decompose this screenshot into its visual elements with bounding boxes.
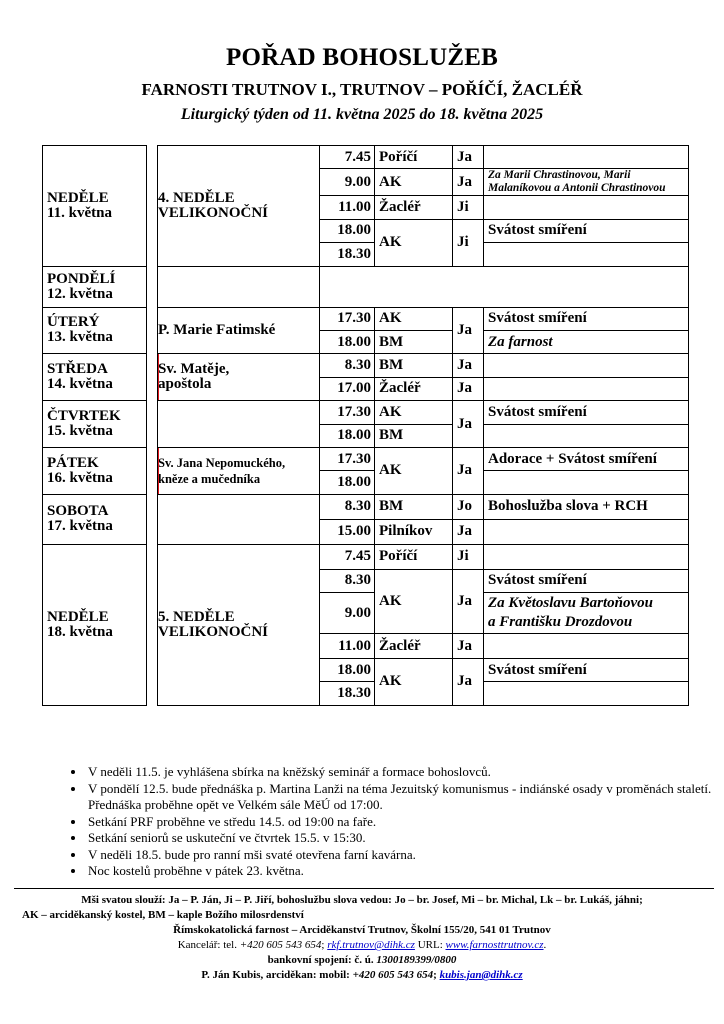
time-cell: 18.00	[320, 659, 375, 682]
note-cell: Za Marii Chrastinovou, Marii Malaníkovou a Antonii Chrastinovou	[484, 169, 689, 196]
celebrant-cell: Ja	[453, 447, 484, 494]
celebrant-cell: Ji	[453, 544, 484, 569]
empty-cell	[320, 266, 689, 307]
priest-phone: +420 605 543 654	[352, 969, 434, 981]
schedule-table	[42, 145, 689, 706]
table-row	[43, 447, 689, 470]
celebrant-cell: Ja	[453, 401, 484, 448]
time-cell: 8.30	[320, 494, 375, 519]
time-cell: 7.45	[320, 146, 375, 169]
time-cell: 9.00	[320, 169, 375, 196]
footer-bank: bankovní spojení: č. ú. 1300189399/0800	[267, 954, 457, 966]
note-cell	[484, 196, 689, 219]
day-cell: ÚTERÝ 13. května	[43, 307, 147, 354]
red-feast-marker	[158, 447, 160, 494]
note-cell: Svátost smíření	[484, 307, 689, 330]
place-cell: AK	[375, 659, 453, 706]
day-cell: ČTVRTEK 15. května	[43, 401, 147, 448]
time-cell: 9.00	[320, 593, 375, 634]
page-title: POŘAD BOHOSLUŽEB	[226, 44, 498, 71]
feast-cell: 4. NEDĚLE VELIKONOČNÍ	[158, 146, 320, 267]
note-cell	[484, 682, 689, 705]
place-cell: BM	[375, 494, 453, 519]
note-cell	[484, 377, 689, 400]
time-cell: 17.30	[320, 307, 375, 330]
time-cell: 18.00	[320, 424, 375, 447]
feast-cell	[158, 401, 320, 448]
note-cell	[484, 146, 689, 169]
note-cell	[484, 471, 689, 494]
liturgical-week: Liturgický týden od 11. května 2025 do 18. května 2025	[180, 106, 544, 123]
feast-cell: P. Marie Fatimské	[158, 307, 320, 354]
day-cell: NEDĚLE 18. května	[43, 544, 147, 705]
note-cell: Adorace + Svátost smíření	[484, 447, 689, 470]
celebrant-cell: Ja	[453, 307, 484, 354]
time-cell: 7.45	[320, 544, 375, 569]
celebrant-cell: Ja	[453, 519, 484, 544]
note-cell	[484, 544, 689, 569]
red-feast-marker	[158, 354, 160, 401]
time-cell: 18.00	[320, 330, 375, 353]
table-row	[43, 307, 689, 330]
time-cell: 18.00	[320, 471, 375, 494]
place-cell: Pilníkov	[375, 519, 453, 544]
table-row	[43, 401, 689, 424]
place-cell: Poříčí	[375, 146, 453, 169]
website-link[interactable]: www.farnosttrutnov.cz	[445, 939, 544, 951]
announcements-list	[42, 764, 724, 880]
table-row	[43, 494, 689, 519]
note-cell: Svátost smíření	[484, 219, 689, 242]
note-cell	[484, 634, 689, 659]
day-cell: SOBOTA 17. května	[43, 494, 147, 544]
celebrant-cell: Jo	[453, 494, 484, 519]
time-cell: 11.00	[320, 196, 375, 219]
time-cell: 18.00	[320, 219, 375, 242]
place-cell: Poříčí	[375, 544, 453, 569]
office-email-link[interactable]: rkf.trutnov@dihk.cz	[327, 939, 415, 951]
time-cell: 17.30	[320, 401, 375, 424]
celebrant-cell: Ja	[453, 146, 484, 169]
priest-email-link[interactable]: kubis.jan@dihk.cz	[439, 969, 523, 981]
place-cell: AK	[375, 569, 453, 633]
office-phone: +420 605 543 654	[239, 939, 322, 951]
day-cell: PONDĚLÍ 12. května	[43, 266, 147, 307]
celebrant-cell: Ja	[453, 169, 484, 196]
note-cell: Svátost smíření	[484, 569, 689, 592]
list-item: • Setkání seniorů se uskuteční ve čtvrtek 15.5. v 15:30.	[86, 830, 724, 847]
note-cell	[484, 243, 689, 266]
time-cell: 15.00	[320, 519, 375, 544]
table-row	[43, 146, 689, 169]
day-cell: PÁTEK 16. května	[43, 447, 147, 494]
table-row	[43, 544, 689, 569]
celebrant-cell: Ji	[453, 219, 484, 266]
place-cell: Žacléř	[375, 196, 453, 219]
feast-cell: 5. NEDĚLE VELIKONOČNÍ	[158, 544, 320, 705]
day-cell: STŘEDA 14. května	[43, 354, 147, 401]
place-cell: AK	[375, 219, 453, 266]
feast-cell: Sv. Matěje, apoštola	[158, 354, 320, 401]
list-item: • V neděli 11.5. je vyhlášena sbírka na kněžský seminář a formace bohoslovců.	[86, 764, 724, 781]
table-row	[43, 266, 689, 307]
celebrant-cell: Ji	[453, 196, 484, 219]
place-cell: Žacléř	[375, 634, 453, 659]
note-cell	[484, 354, 689, 377]
note-cell: Svátost smíření	[484, 401, 689, 424]
place-cell: BM	[375, 330, 453, 353]
feast-cell: Sv. Jana Nepomuckého, kněze a mučedníka	[158, 447, 320, 494]
celebrant-cell: Ja	[453, 354, 484, 377]
celebrant-cell: Ja	[453, 659, 484, 706]
list-item: • Noc kostelů proběhne v pátek 23. května.	[86, 863, 724, 880]
time-cell: 18.30	[320, 243, 375, 266]
note-cell: Svátost smíření	[484, 659, 689, 682]
time-cell: 11.00	[320, 634, 375, 659]
celebrant-cell: Ja	[453, 634, 484, 659]
note-cell: Za Květoslavu Bartoňovou a Františku Drozdovou	[484, 593, 689, 634]
place-cell: AK	[375, 169, 453, 196]
time-cell: 17.30	[320, 447, 375, 470]
celebrant-cell: Ja	[453, 377, 484, 400]
place-cell: BM	[375, 424, 453, 447]
footer-contact: Kancelář: tel. +420 605 543 654; rkf.trutnov@dihk.cz URL: www.farnosttrutnov.cz.	[177, 939, 547, 951]
footer-divider	[14, 888, 714, 889]
parish-subtitle: FARNOSTI TRUTNOV I., TRUTNOV – POŘÍČÍ, ŽACLÉŘ	[141, 80, 583, 99]
place-cell: Žacléř	[375, 377, 453, 400]
list-item: • Setkání PRF proběhne ve středu 14.5. od 19:00 na faře.	[86, 814, 724, 831]
day-cell: NEDĚLE 11. května	[43, 146, 147, 267]
time-cell: 18.30	[320, 682, 375, 705]
place-cell: BM	[375, 354, 453, 377]
footer-legend: Mši svatou slouží: Ja – P. Ján, Ji – P. Jiří, bohoslužbu slova vedou: Jo – br. Josef, Mi – br. Michal, Lk – br. Lukáš, jáhni;	[81, 894, 643, 906]
footer-priest: P. Ján Kubis, arciděkan: mobil: +420 605 543 654; kubis.jan@dihk.cz	[201, 969, 523, 981]
note-cell: Za farnost	[484, 330, 689, 353]
note-cell: Bohoslužba slova + RCH	[484, 494, 689, 519]
list-item: • V pondělí 12.5. bude přednáška p. Martina Lanži na téma Jezuitský komunismus - indiánské osady v proměnách staletí. Přednáška proběhne opět ve Velkém sále MěÚ od 17:00.	[86, 781, 724, 814]
place-cell: AK	[375, 401, 453, 424]
celebrant-cell: Ja	[453, 569, 484, 633]
footer-abbrev: AK – arciděkanský kostel, BM – kaple Božího milosrdenství	[22, 909, 304, 921]
note-cell	[484, 424, 689, 447]
feast-cell	[158, 494, 320, 544]
place-cell: AK	[375, 447, 453, 494]
feast-cell	[158, 266, 320, 307]
list-item: • V neděli 18.5. bude pro ranní mši svaté otevřena farní kavárna.	[86, 847, 724, 864]
note-cell	[484, 519, 689, 544]
table-row	[43, 354, 689, 377]
time-cell: 8.30	[320, 354, 375, 377]
time-cell: 8.30	[320, 569, 375, 592]
time-cell: 17.00	[320, 377, 375, 400]
footer-parish-address: Římskokatolická farnost – Arciděkanství Trutnov, Školní 155/20, 541 01 Trutnov	[173, 924, 551, 936]
place-cell: AK	[375, 307, 453, 330]
